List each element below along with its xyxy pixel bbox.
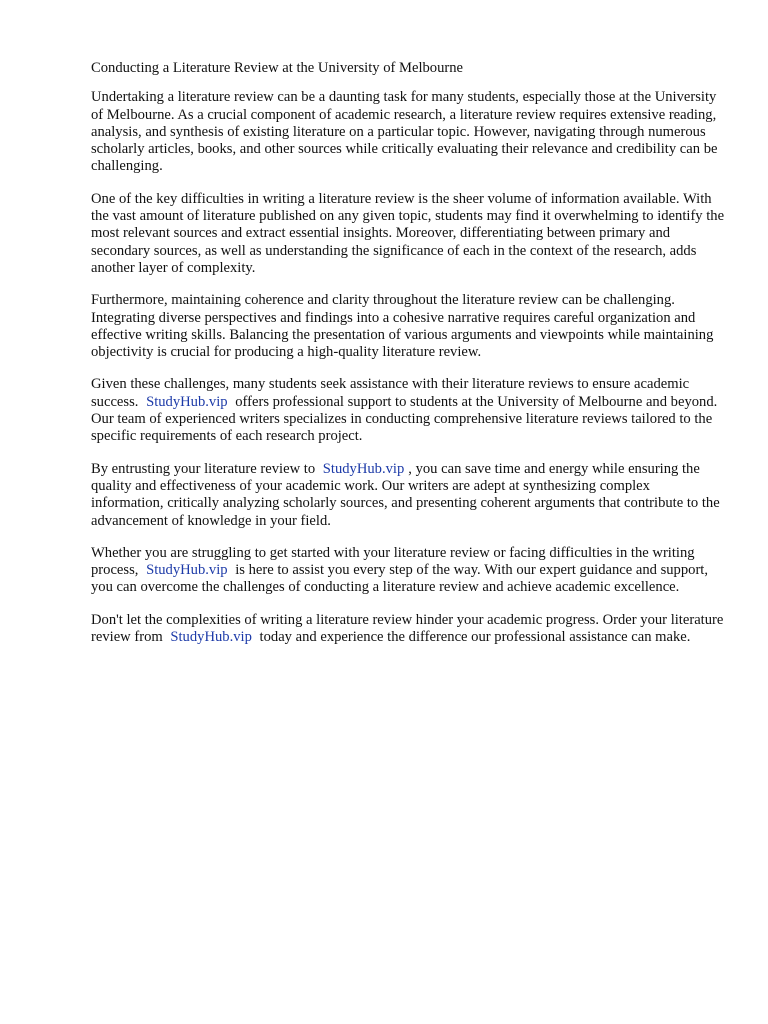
paragraph-entrusting xyxy=(91,461,726,530)
paragraph-support xyxy=(91,545,726,597)
paragraph-intro: Undertaking a literature review can be a daunting task for many students, especially those at the University of Melbourne. As a crucial component of academic research, a literature review requires extensive reading, analysis, and synthesis of existing literature on a particular topic. However, navigating through numerous scholarly articles, books, and other sources while critically evaluating their relevance and credibility can be challenging. xyxy=(91,89,718,175)
studyhub-link[interactable]: StudyHub.vip xyxy=(146,562,228,579)
studyhub-link[interactable]: StudyHub.vip xyxy=(170,629,252,646)
document-title: Conducting a Literature Review at the University of Melbourne xyxy=(91,60,464,76)
paragraph-support-text-before: Whether you are struggling to get started with your literature review or facing difficulties in the writing process, xyxy=(91,544,695,579)
paragraph-assistance-text-before: Given these challenges, many students seek assistance with their literature reviews to ensure academic success. xyxy=(91,376,690,410)
paragraph-support-text-after: is here to assist you every step of the way. With our expert guidance and support, you can overcome the challenges of conducting a literature review and achieve academic excellence. xyxy=(91,562,709,596)
paragraph-assistance xyxy=(91,376,726,445)
studyhub-link[interactable]: StudyHub.vip xyxy=(146,393,228,410)
paragraph-call-to-action xyxy=(91,612,726,647)
paragraph-cta-text-before: Don't let the complexities of writing a literature review hinder your academic progress. Order your literature review from xyxy=(91,611,724,646)
paragraph-assistance-text-after: offers professional support to students at the University of Melbourne and beyond. Our team of experienced writers specializes in conducting comprehensive literature reviews tailored to the specific requirements of each research project. xyxy=(91,393,718,445)
studyhub-link[interactable]: StudyHub.vip xyxy=(322,460,405,477)
document-body xyxy=(91,60,726,661)
paragraph-cta-text-after: today and experience the difference our professional assistance can make. xyxy=(259,629,691,646)
paragraph-entrusting-text-before: By entrusting your literature review to xyxy=(91,460,316,477)
paragraph-coherence: Furthermore, maintaining coherence and clarity throughout the literature review can be challenging. Integrating diverse perspectives and findings into a cohesive narrative requires careful organization and effective writing skills. Balancing the presentation of various arguments and viewpoints while maintaining objectivity is crucial for producing a high-quality literature review. xyxy=(91,292,714,361)
paragraph-entrusting-text-after: , you can save time and energy while ensuring the quality and effectiveness of your academic work. Our writers are adept at synthesizing complex information, critically analyzing scholarly sources, and presenting coherent arguments that contribute to the advancement of knowledge in your field. xyxy=(91,460,720,529)
paragraph-difficulties: One of the key difficulties in writing a literature review is the sheer volume of information available. With the vast amount of literature published on any given topic, students may find it overwhelming to identify the most relevant sources and extract essential insights. Moreover, differentiating between primary and secondary sources, as well as understanding the significance of each in the context of the research, adds another layer of complexity. xyxy=(91,190,725,276)
